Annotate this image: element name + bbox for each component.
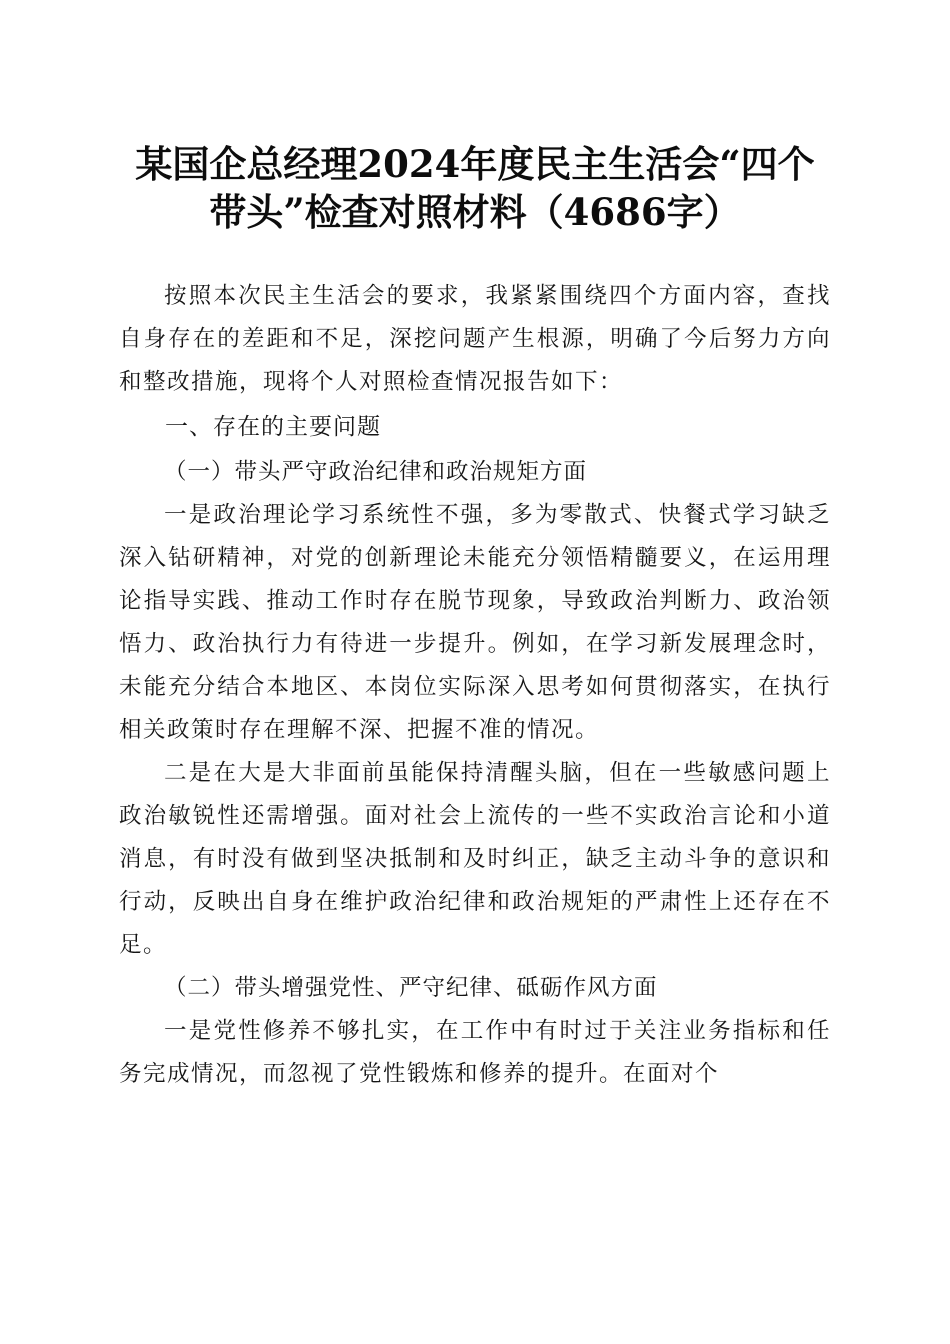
- intro-paragraph: 按照本次民主生活会的要求，我紧紧围绕四个方面内容，查找自身存在的差距和不足，深挖问题产生根源，明确了今后努力方向和整改措施，现将个人对照检查情况报告如下：: [119, 283, 831, 395]
- document-body: [119, 275, 831, 1096]
- subsection-heading: （二）带头增强党性、严守纪律、砥砺作风方面: [164, 975, 658, 1001]
- document-title: 某国企总经理2024年度民主生活会“四个带头”检查对照材料（4686字）: [135, 142, 815, 234]
- body-paragraph: 二是在大是大非面前虽能保持清醒头脑，但在一些敏感问题上政治敏锐性还需增强。面对社会上流传的一些不实政治言论和小道消息，有时没有做到坚决抵制和及时纠正，缺乏主动斗争的意识和行动，反映出自身在维护政治纪律和政治规矩的严肃性上还存在不足。: [119, 760, 831, 958]
- body-paragraph: 一是党性修养不够扎实，在工作中有时过于关注业务指标和任务完成情况，而忽视了党性锻炼和修养的提升。在面对个: [119, 1018, 831, 1087]
- body-paragraph: 一是政治理论学习系统性不强，多为零散式、快餐式学习缺乏深入钻研精神，对党的创新理论未能充分领悟精髓要义，在运用理论指导实践、推动工作时存在脱节现象，导致政治判断力、政治领悟力、政治执行力有待进一步提升。例如，在学习新发展理念时，未能充分结合本地区、本岗位实际深入思考如何贯彻落实，在执行相关政策时存在理解不深、把握不准的情况。: [119, 502, 831, 743]
- section-heading: 一、存在的主要问题: [165, 414, 381, 440]
- subsection-heading: （一）带头严守政治纪律和政治规矩方面: [164, 459, 588, 485]
